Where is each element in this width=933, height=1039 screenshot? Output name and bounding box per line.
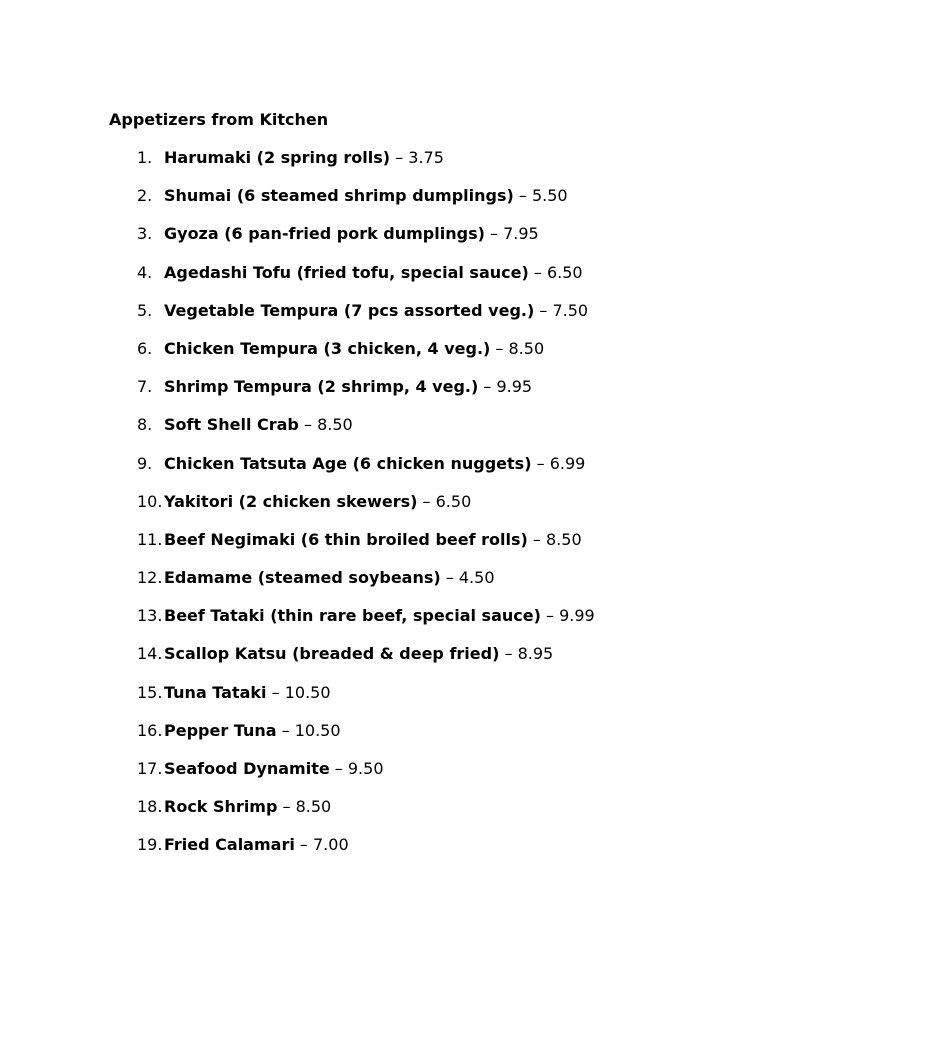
item-separator: – [440, 568, 459, 588]
item-separator: – [484, 224, 504, 244]
item-number: 19. [137, 835, 163, 855]
item-price: 10.50 [284, 682, 331, 702]
item-price: 9.99 [559, 606, 595, 626]
item-separator: – [277, 797, 296, 817]
item-separator: – [417, 491, 436, 511]
item-separator: – [294, 835, 313, 855]
item-name: Fried Calamari [164, 835, 295, 855]
menu-item [137, 185, 595, 223]
item-name: Shrimp Tempura (2 shrimp, 4 veg.) [164, 377, 479, 397]
menu-item [137, 643, 595, 681]
item-number: 16. [137, 720, 163, 740]
item-name: Chicken Tatsuta Age (6 chicken nuggets) [164, 453, 532, 473]
item-name: Pepper Tuna [164, 720, 277, 740]
item-number: 15. [137, 682, 163, 702]
item-price: 3.75 [408, 148, 444, 167]
item-name: Scallop Katsu (breaded & deep fried) [164, 644, 500, 664]
menu-item [137, 414, 595, 452]
item-separator: – [298, 415, 318, 435]
menu-item [137, 758, 595, 796]
menu-item [137, 720, 595, 758]
item-price: 8.50 [317, 415, 353, 435]
menu-item [137, 529, 595, 567]
item-number: 4. [137, 262, 153, 282]
item-number: 10. [137, 491, 163, 511]
item-number: 17. [137, 759, 163, 778]
item-separator: – [490, 338, 509, 358]
item-price: 8.50 [508, 338, 545, 358]
item-separator: – [499, 644, 518, 664]
item-price: 4.50 [458, 568, 495, 588]
item-number: 6. [137, 338, 153, 358]
item-price: 7.95 [503, 224, 539, 244]
item-separator: – [266, 682, 285, 702]
item-price: 10.50 [294, 720, 341, 740]
menu-item [137, 338, 595, 376]
item-price: 9.50 [347, 759, 384, 778]
item-price: 6.50 [435, 491, 472, 511]
item-name: Beef Negimaki (6 thin broiled beef rolls) [164, 529, 528, 549]
item-price: 5.50 [531, 186, 568, 206]
menu-item [137, 796, 595, 834]
item-number: 1. [137, 148, 153, 167]
item-separator: – [513, 186, 532, 206]
menu-item [137, 262, 595, 300]
item-price: 6.99 [549, 453, 586, 473]
menu-item [137, 147, 595, 185]
item-price: 6.50 [546, 262, 583, 282]
item-separator: – [528, 262, 547, 282]
item-name: Shumai (6 steamed shrimp dumplings) [164, 186, 514, 206]
menu-item [137, 300, 595, 338]
item-name: Yakitori (2 chicken skewers) [164, 491, 418, 511]
menu-item [137, 834, 595, 872]
item-separator: – [540, 606, 560, 626]
item-name: Soft Shell Crab [164, 415, 299, 435]
item-name: Seafood Dynamite [164, 759, 330, 778]
item-separator: – [390, 148, 409, 167]
item-name: Vegetable Tempura (7 pcs assorted veg.) [164, 300, 535, 320]
item-separator: – [531, 453, 550, 473]
item-name: Chicken Tempura (3 chicken, 4 veg.) [164, 338, 491, 358]
item-name: Gyoza (6 pan-fried pork dumplings) [164, 224, 485, 244]
item-separator: – [276, 720, 295, 740]
menu-item [137, 223, 595, 261]
section-heading: Appetizers from Kitchen [109, 110, 329, 129]
item-separator: – [527, 529, 546, 549]
item-name: Tuna Tataki [164, 682, 267, 702]
item-price: 8.50 [546, 529, 582, 549]
item-number: 3. [137, 224, 153, 244]
item-number: 7. [137, 377, 153, 397]
item-separator: – [534, 300, 553, 320]
menu-item [137, 453, 595, 491]
item-name: Beef Tataki (thin rare beef, special sauce) [164, 606, 541, 626]
menu-item [137, 376, 595, 414]
item-number: 9. [137, 453, 153, 473]
item-name: Edamame (steamed soybeans) [164, 568, 441, 588]
item-number: 11. [137, 529, 163, 549]
item-number: 14. [137, 644, 163, 664]
item-price: 8.50 [295, 797, 332, 817]
item-separator: – [329, 759, 348, 778]
item-number: 2. [137, 186, 153, 206]
item-number: 12. [137, 568, 163, 588]
item-price: 9.95 [496, 377, 533, 397]
item-name: Harumaki (2 spring rolls) [164, 148, 391, 167]
item-number: 5. [137, 300, 153, 320]
item-number: 8. [137, 415, 153, 435]
item-name: Agedashi Tofu (fried tofu, special sauce) [164, 262, 529, 282]
item-price: 8.95 [517, 644, 554, 664]
menu-item [137, 605, 595, 643]
menu-item [137, 682, 595, 720]
appetizer-list [137, 147, 595, 873]
item-name: Rock Shrimp [164, 797, 278, 817]
item-number: 18. [137, 797, 163, 817]
menu-item [137, 491, 595, 529]
item-price: 7.00 [313, 835, 349, 855]
item-separator: – [478, 377, 497, 397]
item-price: 7.50 [552, 300, 589, 320]
item-number: 13. [137, 606, 163, 626]
menu-item [137, 567, 595, 605]
